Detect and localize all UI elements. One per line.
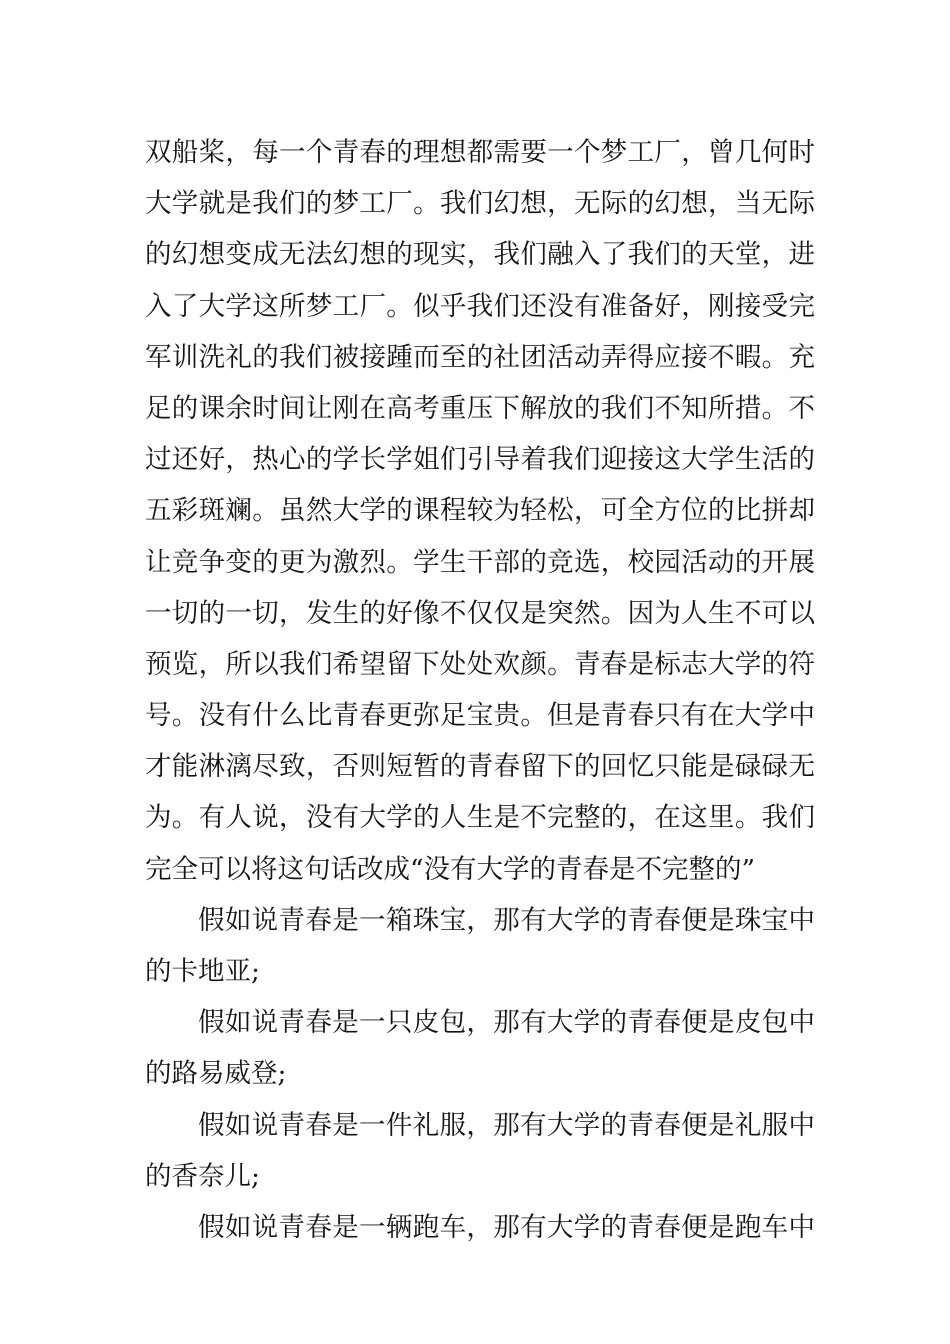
- text-line: 的香奈儿;: [145, 1160, 260, 1192]
- text-line: 假如说青春是一箱珠宝，那有大学的青春便是珠宝中: [198, 904, 815, 936]
- text-line: 大学就是我们的梦工厂。我们幻想，无际的幻想，当无际: [145, 188, 815, 220]
- text-line: 的卡地亚;: [145, 956, 260, 987]
- text-line: 假如说青春是一件礼服，那有大学的青春便是礼服中: [198, 1109, 815, 1141]
- text-line: 才能淋漓尽致，否则短暂的青春留下的回忆只能是碌碌无: [145, 751, 815, 783]
- text-line: 号。没有什么比青春更弥足宝贵。但是青春只有在大学中: [145, 700, 815, 732]
- text-line: 一切的一切，发生的好像不仅仅是突然。因为人生不可以: [145, 597, 815, 629]
- text-line: 五彩斑斓。虽然大学的课程较为轻松，可全方位的比拼却: [145, 495, 815, 527]
- text-line: 完全可以将这句话改成“没有大学的青春是不完整的”: [145, 853, 756, 885]
- text-line: 入了大学这所梦工厂。似乎我们还没有准备好，刚接受完: [145, 290, 815, 322]
- body-text: [145, 127, 815, 1253]
- text-line: 军训洗礼的我们被接踵而至的社团活动弄得应接不暇。充: [145, 341, 815, 373]
- text-line: 的路易威登;: [145, 1058, 287, 1090]
- text-line: 为。有人说，没有大学的人生是不完整的，在这里。我们: [145, 802, 815, 834]
- text-line: 过还好，热心的学长学姐们引导着我们迎接这大学生活的: [145, 444, 815, 476]
- text-line: 假如说青春是一辆跑车，那有大学的青春便是跑车中: [198, 1211, 815, 1243]
- text-line: 双船桨，每一个青春的理想都需要一个梦工厂，曾几何时: [145, 137, 815, 168]
- text-line: 假如说青春是一只皮包，那有大学的青春便是皮包中: [198, 1007, 815, 1039]
- text-line: 足的课余时间让刚在高考重压下解放的我们不知所措。不: [145, 392, 815, 424]
- text-line: 让竞争变的更为激烈。学生干部的竞选，校园活动的开展: [145, 546, 815, 578]
- text-line: 预览，所以我们希望留下处处欢颜。青春是标志大学的符: [145, 648, 815, 680]
- text-line: 的幻想变成无法幻想的现实，我们融入了我们的天堂，进: [145, 239, 815, 271]
